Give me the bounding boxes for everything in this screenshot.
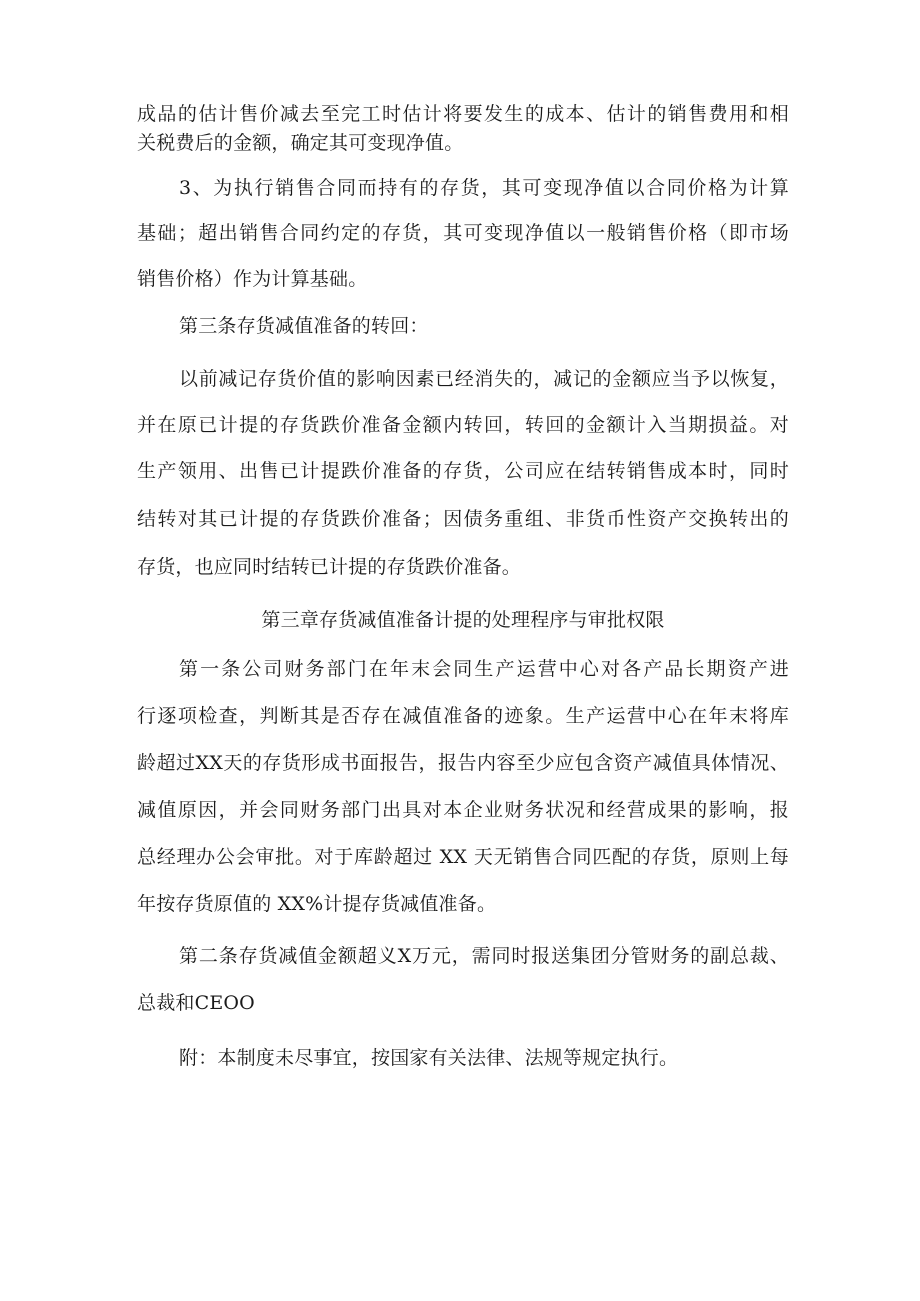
paragraph-line: 基础；超出销售合同约定的存货，其可变现净值以一般销售价格（即市场 [137, 222, 789, 244]
paragraph-line: 减值原因，并会同财务部门出具对本企业财务状况和经营成果的影响，报 [137, 799, 789, 821]
chapter-title: 第三章存货减值准备计提的处理程序与审批权限 [261, 609, 665, 631]
paragraph-line: 成品的估计售价减去至完工时估计将要发生的成本、估计的销售费用和相 [137, 103, 789, 125]
article-heading: 第三条存货减值准备的转回： [179, 315, 429, 337]
paragraph-line: 销售价格）作为计算基础。 [137, 268, 368, 290]
paragraph-line: 第一条公司财务部门在年末会同生产运营中心对各产品长期资产进 [179, 658, 789, 680]
paragraph-line: 年按存货原值的 XX%计提存货减值准备。 [137, 893, 497, 915]
paragraph-line: 以前减记存货价值的影响因素已经消失的，减记的金额应当予以恢复， [179, 368, 789, 390]
paragraph-line: 并在原已计提的存货跌价准备金额内转回，转回的金额计入当期损益。对 [137, 414, 789, 436]
paragraph-line: 第二条存货减值金额超义X万元，需同时报送集团分管财务的副总裁、 [179, 945, 789, 967]
paragraph-line: 总裁和CEOO [137, 992, 255, 1014]
paragraph-line: 总经理办公会审批。对于库龄超过 XX 天无销售合同匹配的存货，原则上每 [137, 846, 789, 868]
paragraph-line: 行逐项检查，判断其是否存在减值准备的迹象。生产运营中心在年末将库 [137, 705, 789, 727]
paragraph-line: 生产领用、出售已计提跌价准备的存货，公司应在结转销售成本时，同时 [137, 460, 789, 482]
paragraph-line: 存货，也应同时结转已计提的存货跌价准备。 [137, 556, 522, 578]
paragraph-line: 龄超过XX天的存货形成书面报告，报告内容至少应包含资产减值具体情况、 [137, 752, 789, 774]
appendix-note: 附：本制度未尽事宜，按国家有关法律、法规等规定执行。 [179, 1047, 679, 1069]
paragraph-line: 3、为执行销售合同而持有的存货，其可变现净值以合同价格为计算 [179, 177, 789, 199]
paragraph-line: 结转对其已计提的存货跌价准备；因债务重组、非货币性资产交换转出的 [137, 508, 789, 530]
paragraph-line: 关税费后的金额，确定其可变现净值。 [137, 132, 464, 154]
